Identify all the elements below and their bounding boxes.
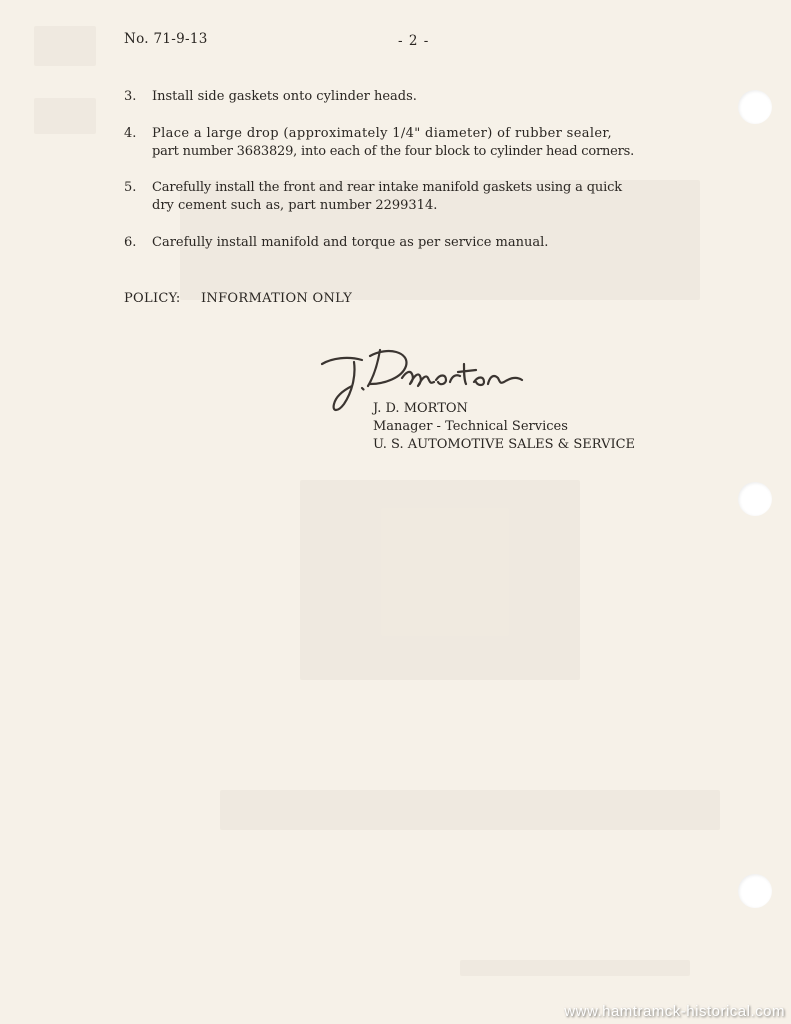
document-number: No. 71-9-13 (124, 31, 208, 47)
punch-hole (738, 874, 772, 908)
bleed-through-block (34, 98, 96, 134)
item-number: 6. (124, 235, 137, 250)
punch-hole (738, 482, 772, 516)
policy-value: INFORMATION ONLY (201, 291, 353, 306)
signature-block (373, 400, 635, 454)
item-text (152, 125, 682, 161)
page-number: - 2 - (398, 33, 430, 49)
bleed-through-block (300, 480, 580, 680)
policy-line (124, 291, 352, 306)
site-watermark: www.hamtramck-historical.com (564, 1003, 785, 1020)
item-line: Carefully install the front and rear intake manifold gaskets using a quick (152, 180, 623, 195)
item-text (152, 88, 682, 106)
item-text (152, 234, 682, 252)
bleed-through-block (460, 960, 690, 976)
bleed-through-block (34, 26, 96, 66)
item-number: 4. (124, 126, 137, 141)
item-line: Place a large drop (approximately 1/4" diameter) of rubber sealer, (152, 126, 613, 141)
item-line: Carefully install manifold and torque as per service manual. (152, 235, 549, 250)
item-text (152, 179, 682, 215)
item-line: Install side gaskets onto cylinder heads. (152, 89, 417, 104)
item-number: 3. (124, 89, 137, 104)
policy-label: POLICY: (124, 291, 181, 306)
item-number: 5. (124, 180, 137, 195)
signer-title: Manager - Technical Services (373, 419, 568, 434)
punch-hole (738, 90, 772, 124)
item-line: dry cement such as, part number 2299314. (152, 198, 438, 213)
bleed-through-block (220, 790, 720, 830)
signer-organization: U. S. AUTOMOTIVE SALES & SERVICE (373, 437, 636, 452)
signer-name: J. D. MORTON (373, 401, 468, 416)
item-line: part number 3683829, into each of the four block to cylinder head corners. (152, 144, 635, 159)
